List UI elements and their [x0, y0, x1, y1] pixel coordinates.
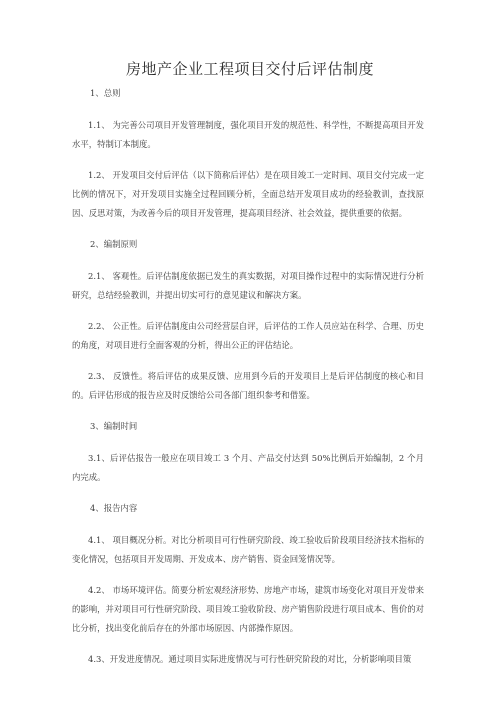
document-title: 房地产企业工程项目交付后评估制度 — [125, 60, 374, 78]
section-heading: 1、总则 — [90, 88, 121, 98]
paragraph: 3.1、后评估报告一般应在项目竣工 3 个月、产品交付达到 50%比例后开始编制，2 个月内完成。 — [72, 453, 424, 482]
paragraph: 2.1、 客观性。后评估制度依据已发生的真实数据，对项目操作过程中的实际情况进行分析研究，总结经验教训，并提出切实可行的意见建议和解决方案。 — [72, 271, 424, 300]
paragraph: 2.2、 公正性。后评估制度由公司经营层自评，后评估的工作人员应站在科学、合理、历史的角度，对项目进行全面客观的分析，得出公正的评估结论。 — [72, 321, 424, 350]
paragraph: 1.2、 开发项目交付后评估（以下简称后评估）是在项目竣工一定时间、项目交付完成一定比例的情况下，对开发项目实施全过程回顾分析，全面总结开发项目成功的经验教训，查找原因、反思对策，为改善今后的项目开发管理，提高项目经济、社会效益，提供重要的依据。 — [72, 170, 424, 218]
paragraph: 4.1、 项目概况分析。对比分析项目可行性研究阶段、竣工验收后阶段项目经济技术指标的变化情况，包括项目开发周期、开发成本、房产销售、资金回笼情况等。 — [72, 535, 424, 564]
section-heading: 3、编制时间 — [90, 421, 138, 431]
document-body — [72, 84, 424, 681]
paragraph: 1.1、 为完善公司项目开发管理制度，强化项目开发的规范性、科学性，不断提高项目开发水平，特制订本制度。 — [72, 120, 424, 149]
section-heading: 2、编制原则 — [90, 239, 138, 249]
paragraph: 2.3、 反馈性。将后评估的成果反馈、应用到今后的开发项目上是后评估制度的核心和目的。后评估形成的报告应及时反馈给公司各部门组织参考和借鉴。 — [72, 371, 424, 400]
section-heading: 4、报告内容 — [90, 503, 138, 513]
paragraph: 4.3、开发进度情况。通过项目实际进度情况与可行性研究阶段的对比，分析影响项目策 — [88, 654, 412, 664]
paragraph: 4.2、 市场环境评估。简要分析宏观经济形势、房地产市场，建筑市场变化对项目开发带来的影响，并对项目可行性研究阶段、项目竣工验收阶段、房产销售阶段进行项目成本、售价的对比分析，找出变化前后存在的外部市场原因、内部操作原因。 — [72, 585, 424, 633]
